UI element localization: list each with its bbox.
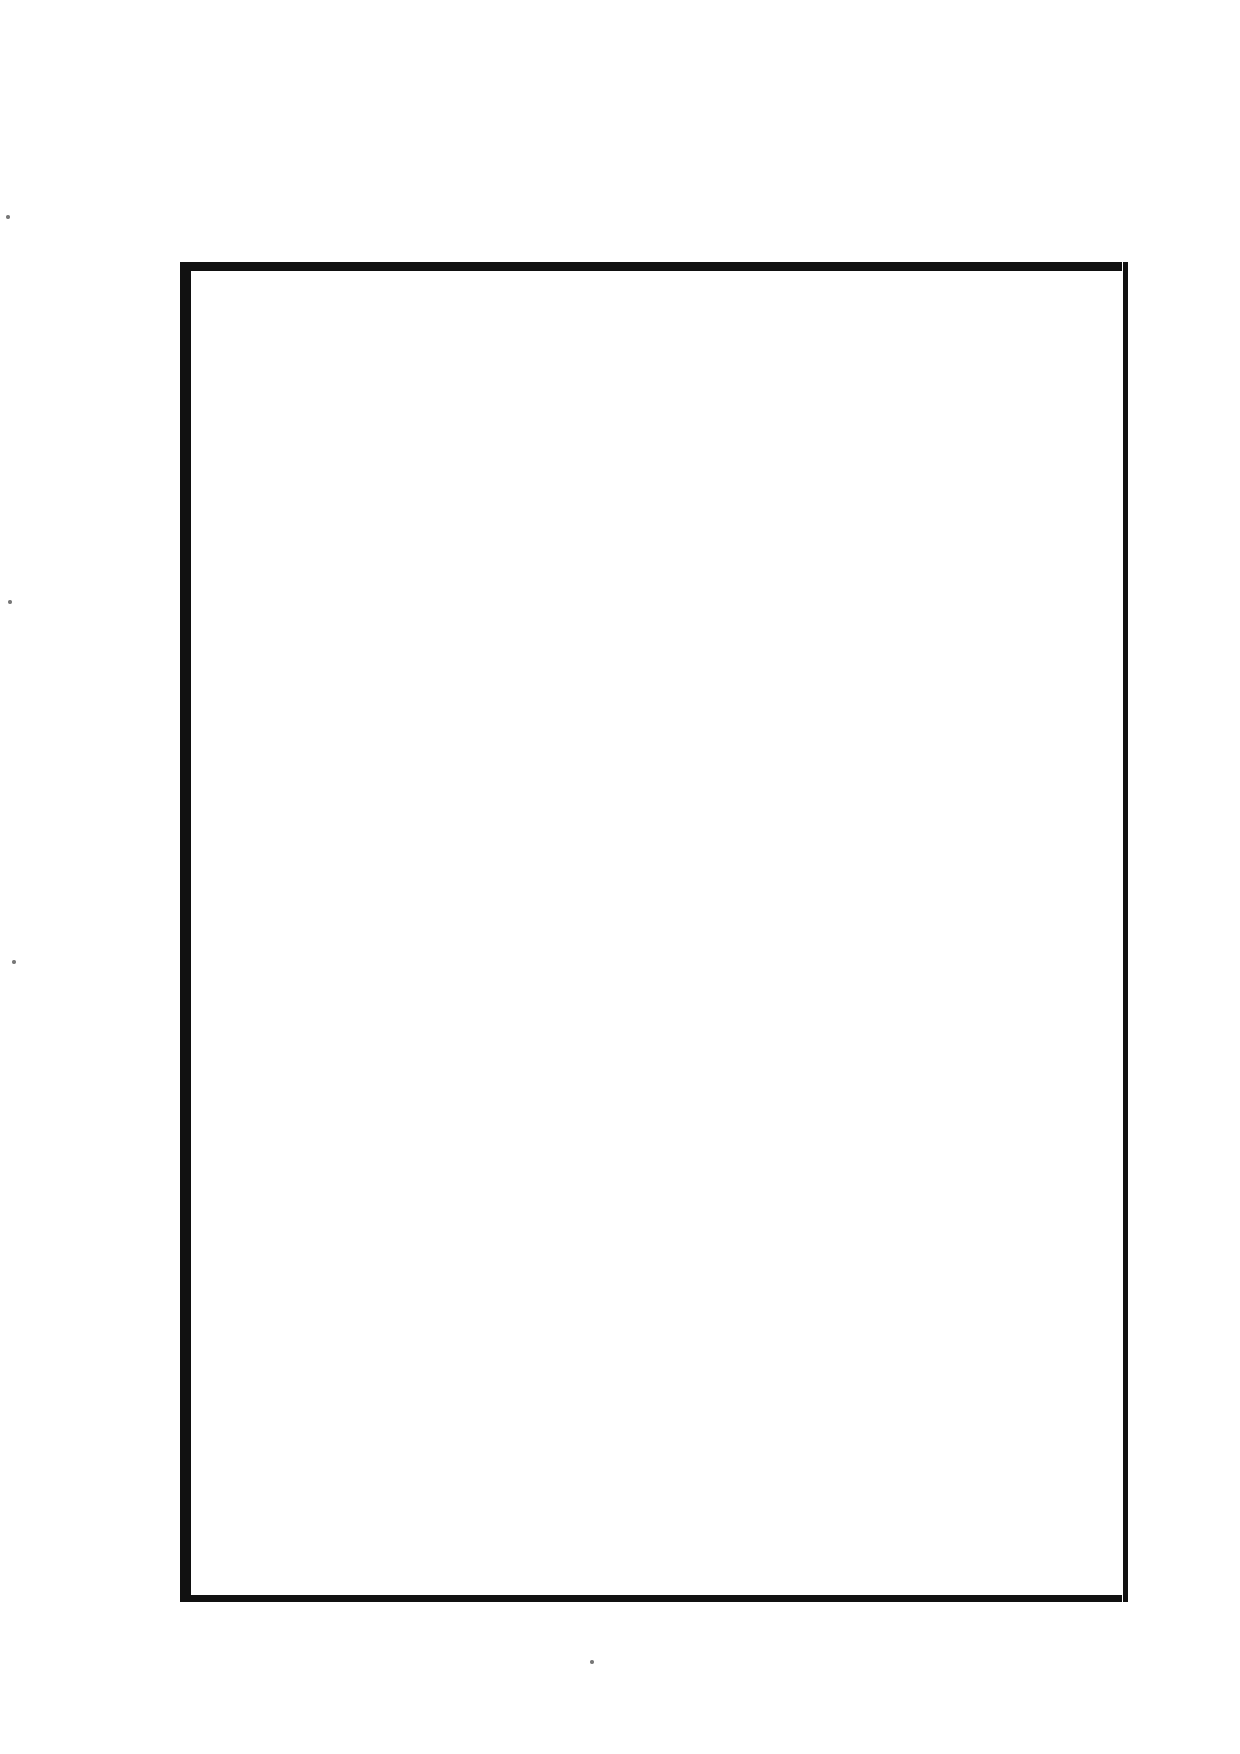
outer-margin-rule xyxy=(1123,262,1128,1602)
scan-speck xyxy=(12,960,16,964)
scan-speck xyxy=(6,215,10,219)
ear-title xyxy=(1130,440,1190,1260)
scan-speck xyxy=(8,600,12,604)
scan-speck xyxy=(590,1660,594,1664)
page-border xyxy=(180,262,1122,1602)
